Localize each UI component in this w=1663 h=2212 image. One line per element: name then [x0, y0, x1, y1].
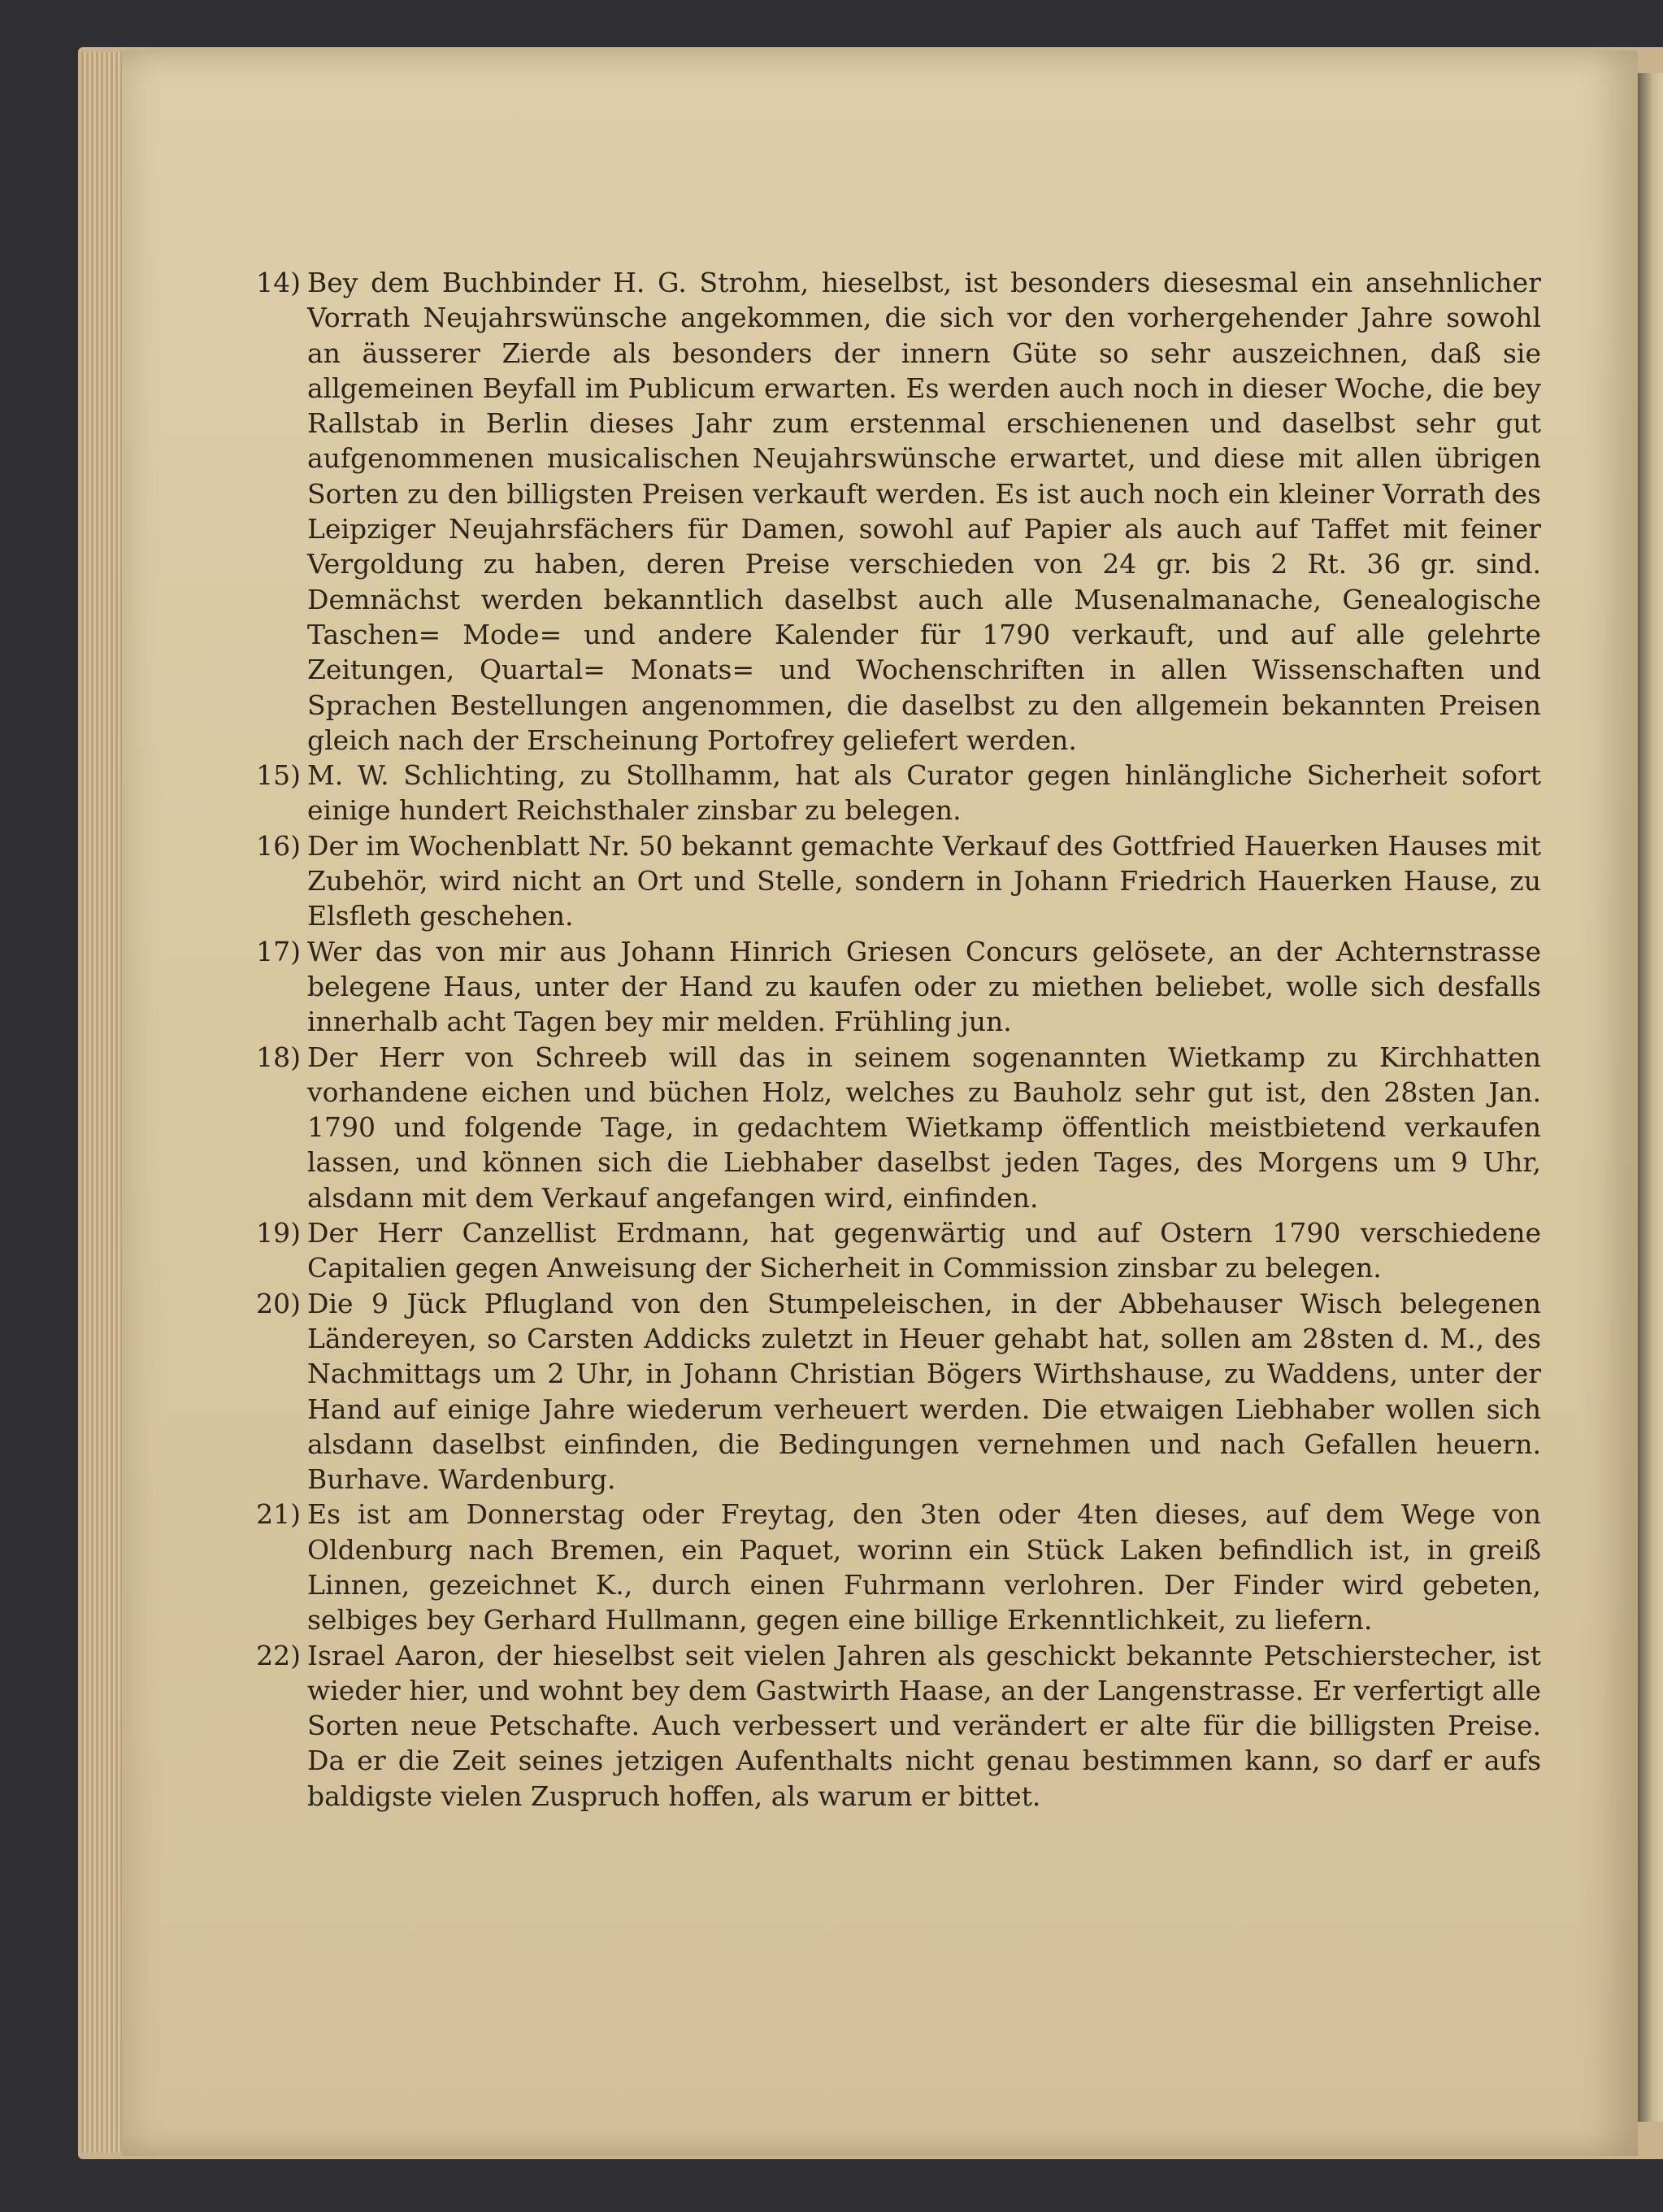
announcement-17: [256, 934, 1541, 1040]
entry-text: Wer das von mir aus Johann Hinrich Griesen Concurs gelösete, an der Achternstrasse belegene Haus, unter der Hand zu kaufen oder zu miethen beliebet, wolle sich desfalls innerhalb acht Tagen bey mir melden. Frühling jun.: [307, 935, 1541, 1038]
announcement-15: [256, 758, 1541, 828]
announcement-14: [256, 265, 1541, 758]
entry-number: 16): [256, 829, 301, 862]
entry-text: Es ist am Donnerstag oder Freytag, den 3ten oder 4ten dieses, auf dem Wege von Oldenburg nach Bremen, ein Paquet, worinn ein Stück Laken befindlich ist, in greiß Linnen, gezeichnet K., durch einen Fuhrmann verlohren. Der Finder wird gebeten, selbiges bey Gerhard Hullmann, gegen eine billige Erkenntlichkeit, zu liefern.: [307, 1498, 1541, 1636]
entry-number: 17): [256, 935, 301, 967]
entry-text: Die 9 Jück Pflugland von den Stumpeleischen, in der Abbehauser Wisch belegenen Ländereyen, so Carsten Addicks zuletzt in Heuer gehabt hat, sollen am 28sten d. M., des Nachmittags um 2 Uhr, in Johann Christian Bögers Wirthshause, zu Waddens, unter der Hand auf einige Jahre wiederum verheuert werden. Die etwaigen Liebhaber wollen sich alsdann daselbst einfinden, die Bedingungen vernehmen und nach Gefallen heuern. Burhave. Wardenburg.: [307, 1287, 1541, 1496]
entry-text: Der Herr von Schreeb will das in seinem sogenannten Wietkamp zu Kirchhatten vorhandene eichen und büchen Holz, welches zu Bauholz sehr gut ist, den 28sten Jan. 1790 und folgende Tage, in gedachtem Wietkamp öffentlich meistbietend verkaufen lassen, und können sich die Liebhaber daselbst jeden Tages, des Morgens um 9 Uhr, alsdann mit dem Verkauf angefangen wird, einfinden.: [307, 1041, 1541, 1214]
entry-number: 18): [256, 1041, 301, 1073]
entry-text: Der Herr Canzellist Erdmann, hat gegenwärtig und auf Ostern 1790 verschiedene Capitalien gegen Anweisung der Sicherheit in Commission zinsbar zu belegen.: [307, 1217, 1541, 1284]
entry-number: 22): [256, 1639, 301, 1671]
announcement-list: [256, 265, 1541, 1814]
announcement-18: [256, 1040, 1541, 1215]
entry-number: 20): [256, 1287, 301, 1319]
entry-number: 19): [256, 1217, 301, 1249]
entry-number: 21): [256, 1498, 301, 1531]
announcement-20: [256, 1286, 1541, 1497]
entry-text: Bey dem Buchbinder H. G. Strohm, hieselbst, ist besonders diesesmal ein ansehnlicher Vorrath Neujahrswünsche angekommen, die sich vor den vorhergehender Jahre sowohl an äusserer Zierde als besonders der innern Güte so sehr auszeichnen, daß sie allgemeinen Beyfall im Publicum erwarten. Es werden auch noch in dieser Woche, die bey Rallstab in Berlin dieses Jahr zum erstenmal erschienenen und daselbst sehr gut aufgenommenen musicalischen Neujahrswünsche erwartet, und diese mit allen übrigen Sorten zu den billigsten Preisen verkauft werden. Es ist auch noch ein kleiner Vorrath des Leipziger Neujahrsfächers für Damen, sowohl auf Papier als auch auf Taffet mit feiner Vergoldung zu haben, deren Preise verschieden von 24 gr. bis 2 Rt. 36 gr. sind. Demnächst werden bekanntlich daselbst auch alle Musenalmanache, Genealogische Taschen= Mode= und andere Kalender für 1790 verkauft, und auf alle gelehrte Zeitungen, Quartal= Monats= und Wochenschriften in allen Wissenschaften und Sprachen Bestellungen angenommen, die daselbst zu den allgemein bekannten Preisen gleich nach der Erscheinung Portofrey geliefert werden.: [307, 267, 1541, 756]
entry-text: Der im Wochenblatt Nr. 50 bekannt gemachte Verkauf des Gottfried Hauerken Hauses mit Zubehör, wird nicht an Ort und Stelle, sondern in Johann Friedrich Hauerken Hause, zu Elsfleth geschehen.: [307, 829, 1541, 932]
entry-number: 15): [256, 759, 301, 792]
announcement-19: [256, 1215, 1541, 1286]
announcement-22: [256, 1638, 1541, 1814]
entry-number: 14): [256, 267, 301, 298]
announcement-16: [256, 828, 1541, 934]
announcement-21: [256, 1497, 1541, 1637]
entry-text: M. W. Schlichting, zu Stollhamm, hat als Curator gegen hinlängliche Sicherheit sofort einige hundert Reichsthaler zinsbar zu belegen.: [307, 759, 1541, 827]
entry-text: Israel Aaron, der hieselbst seit vielen Jahren als geschickt bekannte Petschierstecher, ist wieder hier, und wohnt bey dem Gastwirth Haase, an der Langenstrasse. Er verfertigt alle Sorten neue Petschafte. Auch verbessert und verändert er alte für die billigsten Preise. Da er die Zeit seines jetzigen Aufenthalts nicht genau bestimmen kann, so darf er aufs baldigste vielen Zuspruch hoffen, als warum er bittet.: [307, 1639, 1541, 1812]
facing-page-edge: [1638, 73, 1663, 2122]
